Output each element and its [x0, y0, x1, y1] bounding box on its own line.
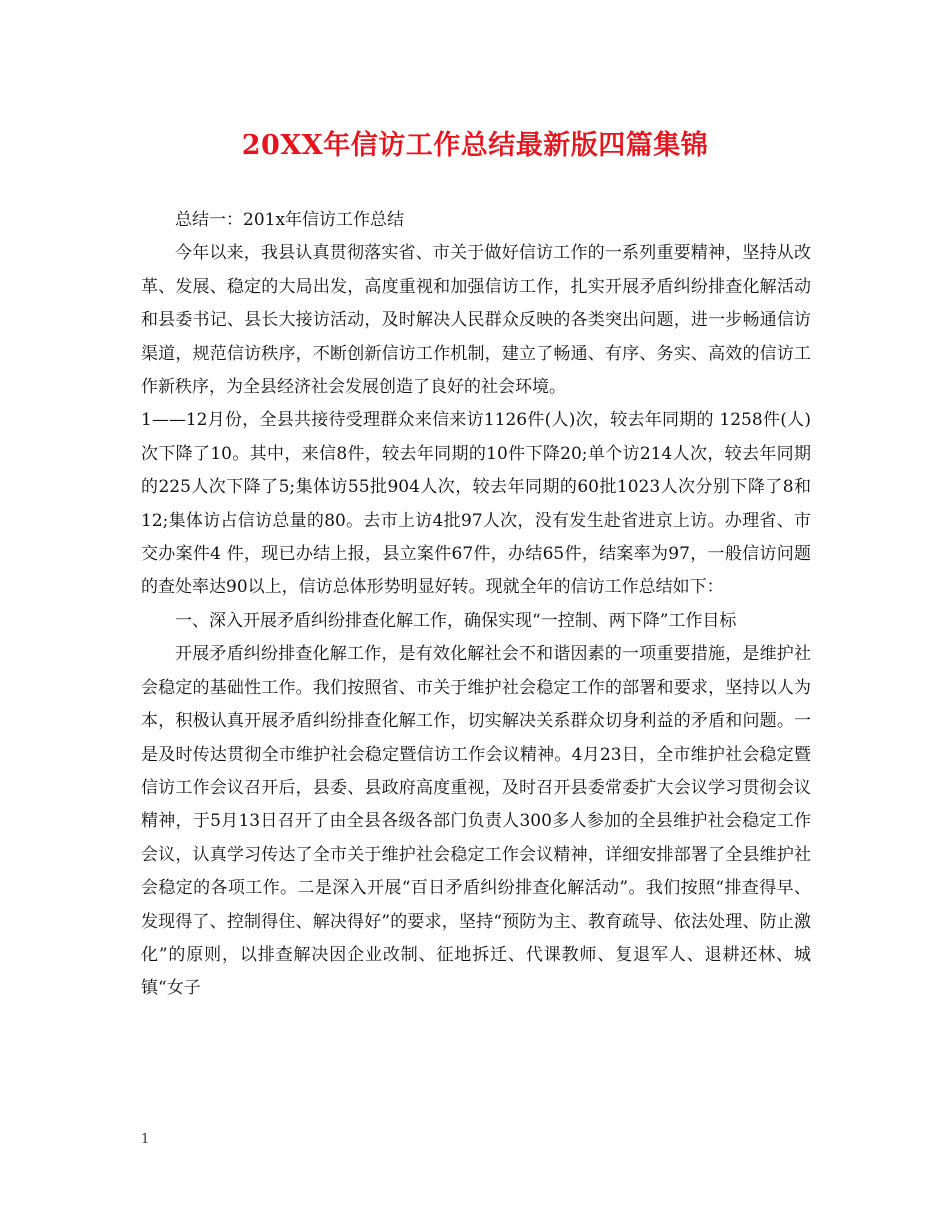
document-body	[141, 204, 811, 1006]
section-heading: 总结一：201x年信访工作总结	[175, 210, 405, 230]
page-number: 1	[141, 1132, 150, 1147]
paragraph: 1——12月份，全县共接待受理群众来信来访1126件(人)次，较去年同期的 1258件(人)次下降了10。其中，来信8件，较去年同期的10件下降20;单个访214人次，较去年同期的225人次下降了5;集体访55批904人次，较去年同期的60批1023人次分别下降了8和12;集体访占信访总量的80。去市上访4批97人次，没有发生赴省进京上访。办理省、市交办案件4 件，现已办结上报，县立案件67件，办结65件，结案率为97，一般信访问题的查处率达90以上，信访总体形势明显好转。现就全年的信访工作总结如下：	[141, 410, 811, 598]
section-heading: 一、深入开展矛盾纠纷排查化解工作，确保实现“一控制、两下降”工作目标	[175, 610, 737, 631]
paragraph: 开展矛盾纠纷排查化解工作，是有效化解社会不和谐因素的一项重要措施，是维护社会稳定的基础性工作。我们按照省、市关于维护社会稳定工作的部署和要求，坚持以人为本，积极认真开展矛盾纠纷排查化解工作，切实解决关系群众切身利益的矛盾和问题。一是及时传达贯彻全市维护社会稳定暨信访工作会议精神。4月23日，全市维护社会稳定暨信访工作会议召开后，县委、县政府高度重视，及时召开县委常委扩大会议学习贯彻会议精神，于5月13日召开了由全县各级各部门负责人300多人参加的全县维护社会稳定工作会议，认真学习传达了全市关于维护社会稳定工作会议精神，详细安排部署了全县维护社会稳定的各项工作。二是深入开展“百日矛盾纠纷排查化解活动”。我们按照“排查得早、发现得了、控制得住、解决得好”的要求，坚持“预防为主、教育疏导、依法处理、防止激化”的原则，以排查解决因企业改制、征地拆迁、代课教师、复退军人、退耕还林、城镇“女子	[141, 644, 811, 999]
document-title: 20XX年信访工作总结最新版四篇集锦	[241, 130, 709, 161]
paragraph: 今年以来，我县认真贯彻落实省、市关于做好信访工作的一系列重要精神，坚持从改革、发展、稳定的大局出发，高度重视和加强信访工作，扎实开展矛盾纠纷排查化解活动和县委书记、县长大接访活动，及时解决人民群众反映的各类突出问题，进一步畅通信访渠道，规范信访秩序，不断创新信访工作机制，建立了畅通、有序、务实、高效的信访工作新秩序，为全县经济社会发展创造了良好的社会环境。	[141, 243, 811, 398]
